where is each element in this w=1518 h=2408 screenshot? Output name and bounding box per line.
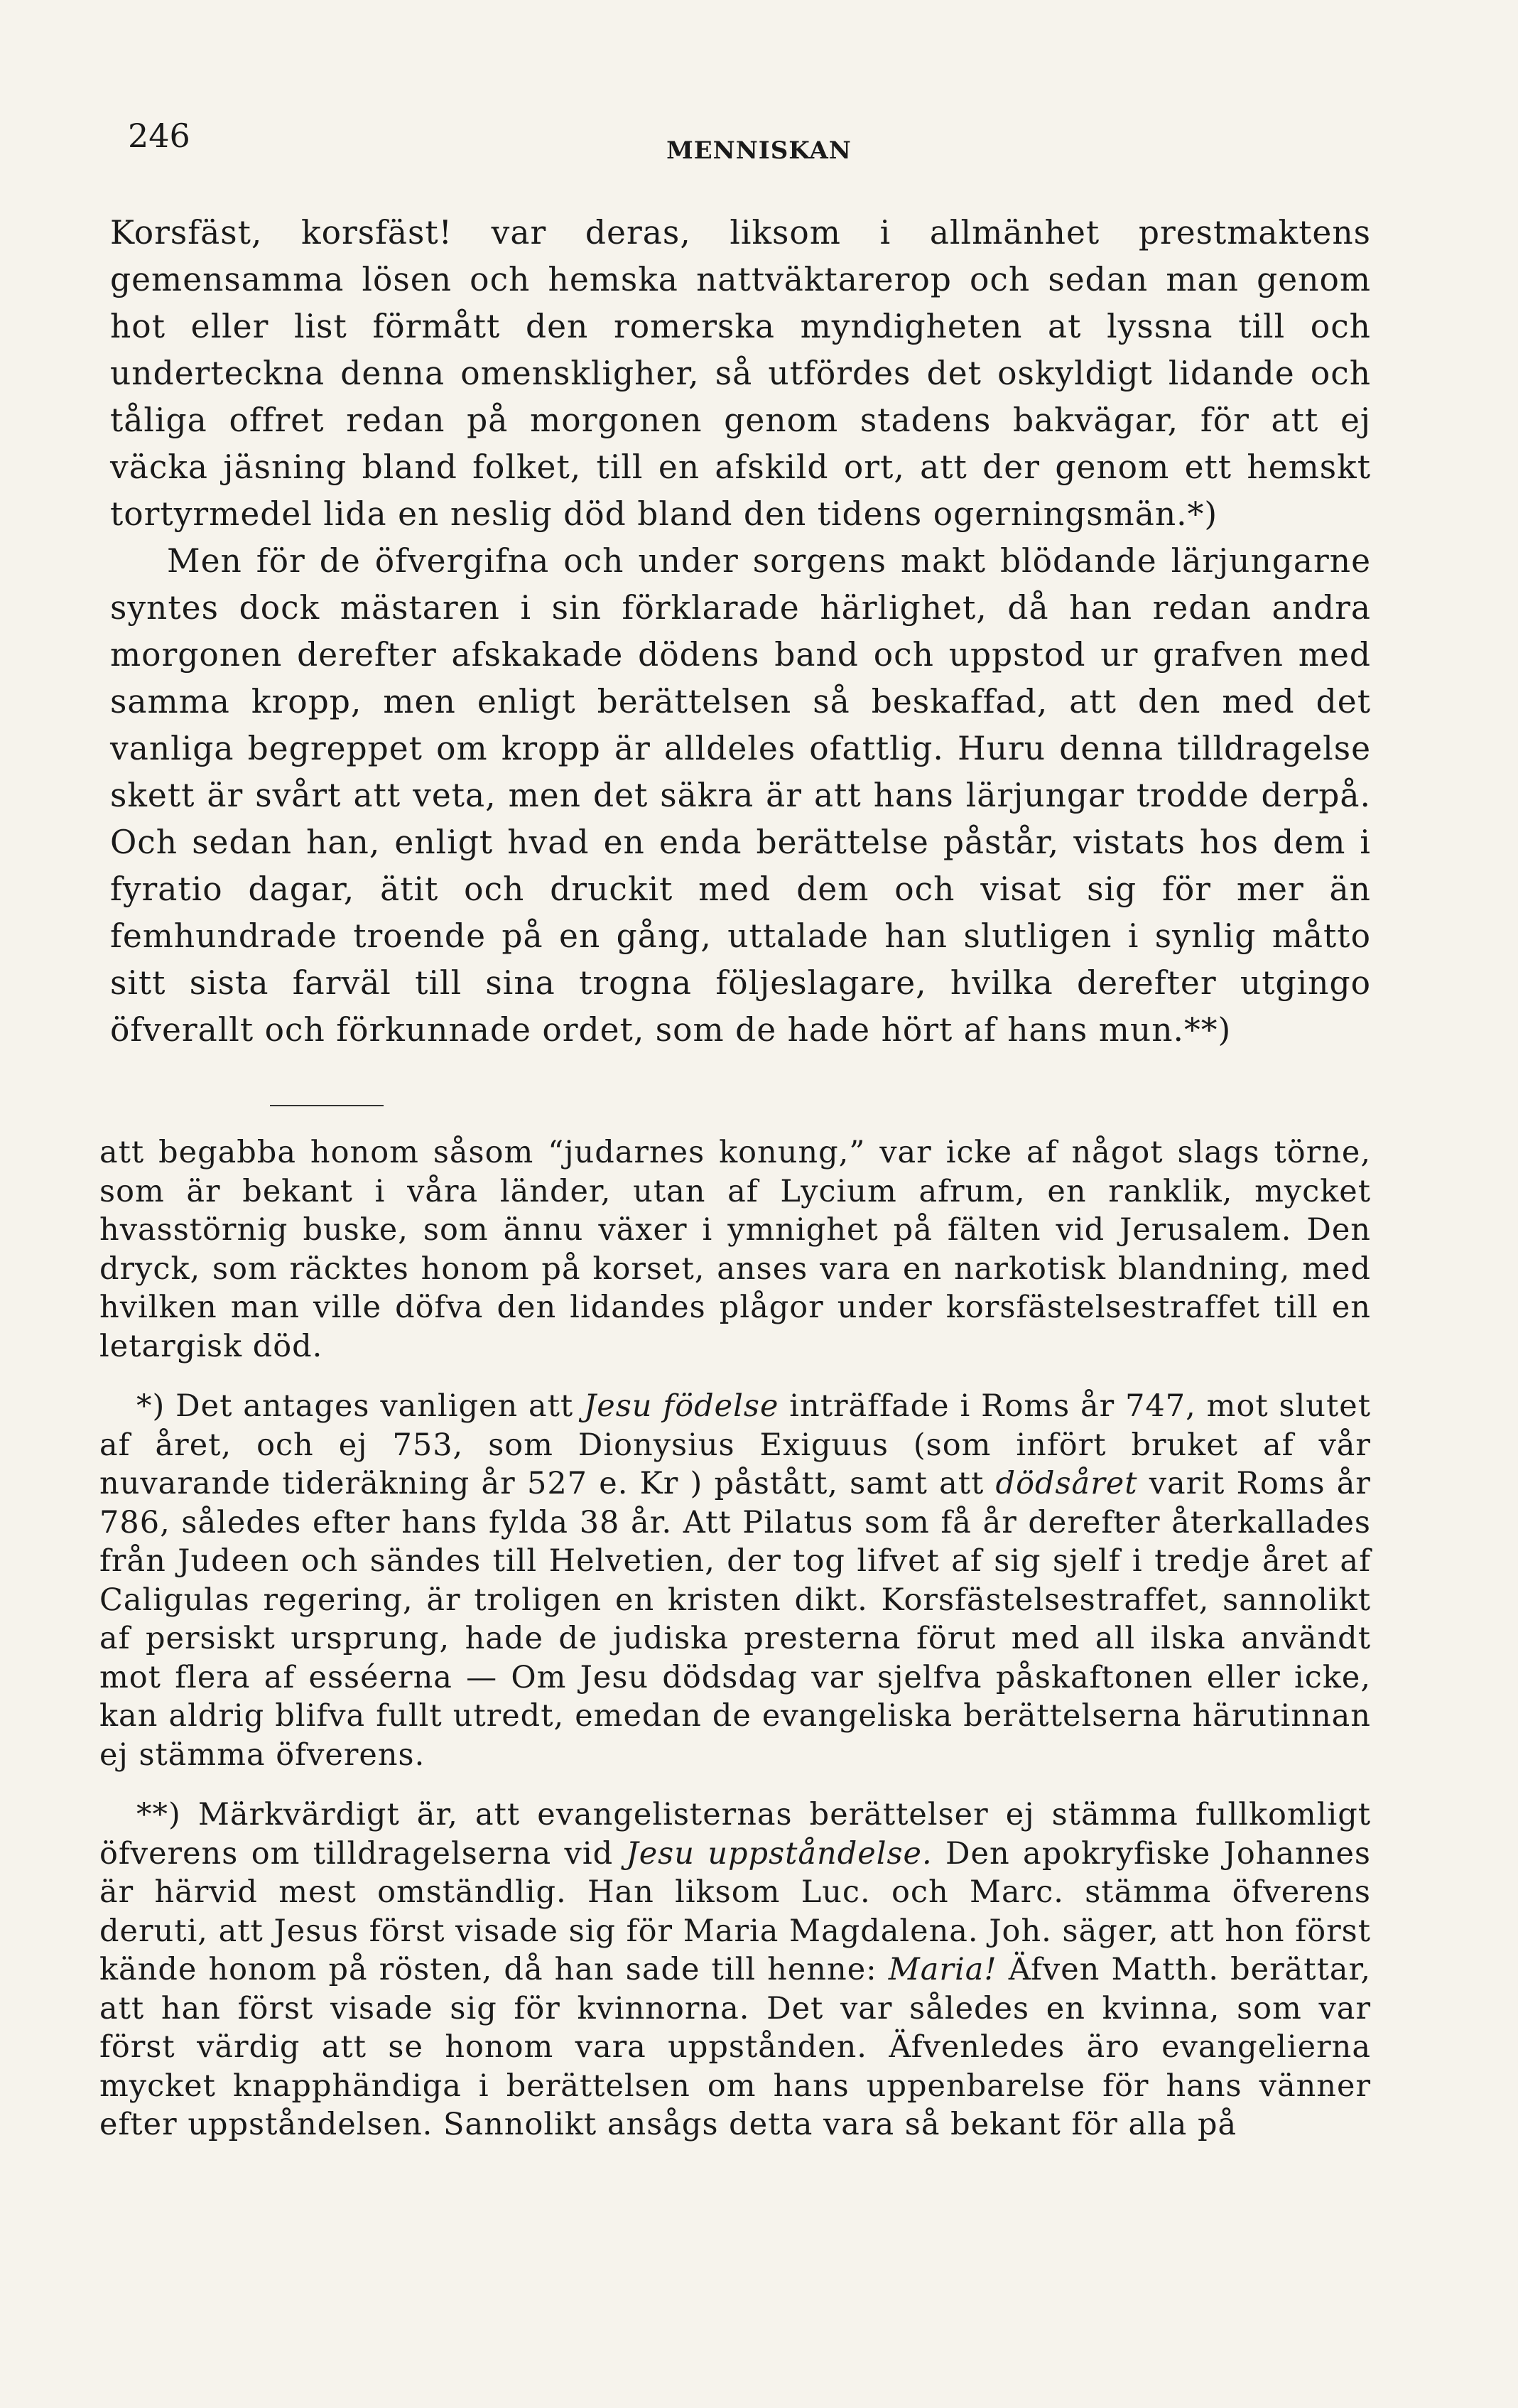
footnote-2-italic-b: Maria! [888, 1952, 997, 1987]
footnote-2-text-c: Äfven Matth. berättar, att han först visade sig för kvinnorna. Det var således en kvinna, som var först värdig att se honom vara uppstånden. Äfvenledes äro evangelierna mycket knapphändiga i berättelsen om hans uppenbarelse för hans vänner efter uppståndelsen. Sannolikt ansågs detta vara så bekant för alla på [99, 1952, 1371, 2142]
footnote-1-italic-b: dödsåret [995, 1466, 1138, 1501]
footnote-2-marker: **) [136, 1797, 181, 1832]
page-number: 246 [128, 117, 190, 155]
footnote-2 [99, 1796, 1371, 2144]
footnotes [99, 1133, 1371, 2166]
footnote-2-italic-a: Jesu uppståndelse. [626, 1835, 933, 1872]
footnote-1-text-c: varit Roms år 786, således efter hans fylda 38 år. Att Pilatus som få år derefter återkallades från Judeen och sändes till Helvetien, der tog lifvet af sig sjelf i tredje året af Caligulas regering, är troligen en kristen dikt. Korsfästelsestraffet, sannolikt af persiskt ursprung, hade de judiska presterna förut med all ilska användt mot flera af esséerna — Om Jesu dödsdag var sjelfva påskaftonen eller icke, kan aldrig blifva fullt utredt, emedan de evangeliska berättelserna härutinnan ej stämma öfverens. [99, 1466, 1371, 1773]
running-title: MENNISKAN [666, 136, 852, 165]
footnote-continued: att begabba honom såsom “judarnes konung,” var icke af något slags törne, som är bekant i våra länder, utan af Lycium afrum, en ranklik, mycket hvasstörnig buske, som ännu växer i ymnighet på fälten vid Jerusalem. Den dryck, som räcktes honom på korset, anses vara en narkotisk blandning, med hvilken man ville döfva den lidandes plågor under korsfästelsestraffet till en letargisk död. [99, 1135, 1371, 1364]
footnote-1-text-a: Det antages vanligen att [175, 1388, 585, 1424]
footnote-2-text-b: Den apokryfiske Johannes är härvid mest omständlig. Han liksom Luc. och Marc. stämma öfverens deruti, att Jesus först visade sig för Maria Magdalena. Joh. säger, att hon först kände honom på rösten, då han sade till henne: [99, 1835, 1371, 1987]
footnote-separator [270, 1105, 384, 1106]
footnote-1 [99, 1387, 1371, 1774]
paragraph-2: Men för de öfvergifna och under sorgens makt blödande lärjungarne syntes dock mästaren i sin förklarade härlighet, då han redan andra morgonen derefter afskakade dödens band och uppstod ur grafven med samma kropp, men enligt berättelsen så beskaffad, att den med det vanliga begreppet om kropp är alldeles ofattlig. Huru denna tilldragelse skett är svårt att veta, men det säkra är att hans lärjungar trodde derpå. Och sedan han, enligt hvad en enda berättelse påstår, vistats hos dem i fyratio dagar, ätit och druckit med dem och visat sig för mer än femhundrade troende på en gång, uttalade han slutligen i synlig måtto sitt sista farväl till sina trogna följeslagare, hvilka derefter utgingo öfverallt och förkunnade ordet, som de hade hört af hans mun.**) [110, 542, 1371, 1049]
main-text [110, 210, 1371, 1054]
paragraph-1: Korsfäst, korsfäst! var deras, liksom i allmänhet prestmaktens gemensamma lösen och hemska nattväktarerop och sedan man genom hot eller list förmått den romerska myndigheten at lyssna till och underteckna denna omenskligher, så utfördes det oskyldigt lidande och tåliga offret redan på morgonen genom stadens bakvägar, för att ej väcka jäsning bland folket, till en afskild ort, att der genom ett hemskt tortyrmedel lida en neslig död bland den tidens ogerningsmän.*) [110, 214, 1371, 533]
footnote-2-text-a: Märkvärdigt är, att evangelisternas berättelser ej stämma fullkomligt öfverens om tilldragelserna vid [99, 1797, 1372, 1872]
footnote-1-marker: *) [136, 1388, 166, 1424]
footnote-1-text-b: inträffade i Roms år 747, mot slutet af året, och ej 753, som Dionysius Exiguus (som infört bruket af vår nuvarande tideräkning år 527 e. Kr ) påstått, samt att [99, 1388, 1371, 1501]
footnote-1-italic-a: Jesu födelse [584, 1388, 779, 1424]
